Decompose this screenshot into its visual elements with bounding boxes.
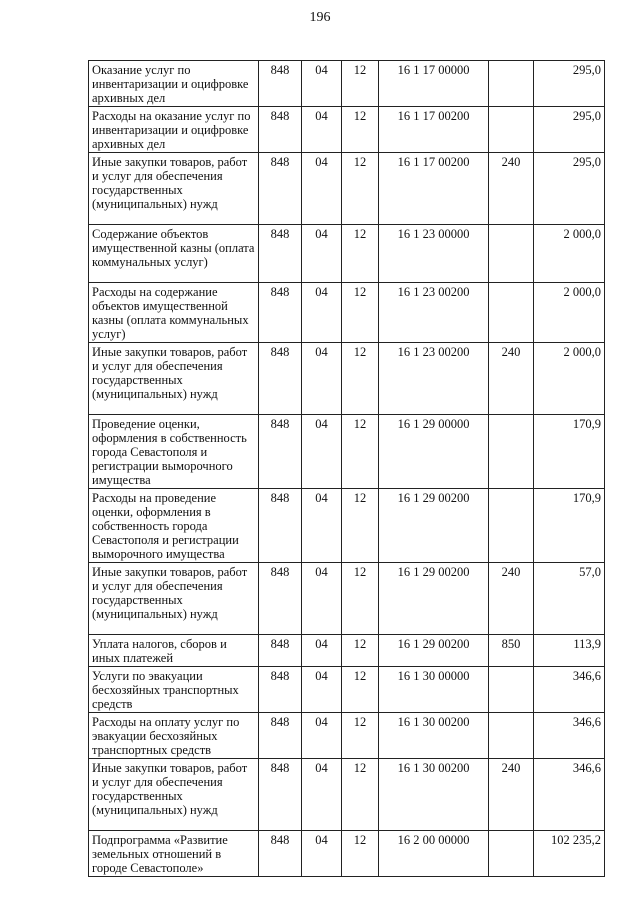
cell-subsection: 12	[342, 61, 379, 107]
cell-expense-type: 240	[489, 759, 534, 831]
cell-target-article: 16 1 30 00000	[379, 667, 489, 713]
cell-grbs: 848	[259, 107, 302, 153]
table-row	[89, 759, 605, 831]
cell-grbs: 848	[259, 61, 302, 107]
cell-expense-type	[489, 489, 534, 563]
cell-section: 04	[302, 153, 342, 225]
cell-section: 04	[302, 667, 342, 713]
table-row	[89, 283, 605, 343]
cell-subsection: 12	[342, 415, 379, 489]
cell-amount: 102 235,2	[534, 831, 605, 877]
table-row	[89, 563, 605, 635]
cell-amount: 113,9	[534, 635, 605, 667]
cell-subsection: 12	[342, 563, 379, 635]
cell-amount: 2 000,0	[534, 225, 605, 283]
cell-amount: 295,0	[534, 61, 605, 107]
cell-section: 04	[302, 107, 342, 153]
cell-section: 04	[302, 61, 342, 107]
cell-section: 04	[302, 415, 342, 489]
cell-target-article: 16 1 29 00200	[379, 489, 489, 563]
cell-section: 04	[302, 489, 342, 563]
cell-amount: 170,9	[534, 489, 605, 563]
table-row	[89, 61, 605, 107]
table-row	[89, 225, 605, 283]
cell-grbs: 848	[259, 225, 302, 283]
cell-target-article: 16 2 00 00000	[379, 831, 489, 877]
cell-subsection: 12	[342, 635, 379, 667]
table-row	[89, 107, 605, 153]
cell-subsection: 12	[342, 283, 379, 343]
cell-subsection: 12	[342, 831, 379, 877]
cell-section: 04	[302, 831, 342, 877]
cell-grbs: 848	[259, 831, 302, 877]
cell-subsection: 12	[342, 489, 379, 563]
cell-name: Оказание услуг по инвентаризации и оцифровке архивных дел	[89, 61, 259, 107]
cell-grbs: 848	[259, 489, 302, 563]
cell-section: 04	[302, 759, 342, 831]
cell-name: Иные закупки товаров, работ и услуг для обеспечения государственных (муниципальных) нужд	[89, 759, 259, 831]
cell-grbs: 848	[259, 759, 302, 831]
cell-subsection: 12	[342, 667, 379, 713]
cell-expense-type	[489, 61, 534, 107]
cell-amount: 346,6	[534, 759, 605, 831]
cell-expense-type	[489, 415, 534, 489]
cell-expense-type: 240	[489, 563, 534, 635]
cell-name: Содержание объектов имущественной казны (оплата коммунальных услуг)	[89, 225, 259, 283]
cell-subsection: 12	[342, 343, 379, 415]
cell-subsection: 12	[342, 225, 379, 283]
cell-amount: 2 000,0	[534, 283, 605, 343]
cell-amount: 346,6	[534, 713, 605, 759]
table-row	[89, 831, 605, 877]
cell-section: 04	[302, 283, 342, 343]
cell-target-article: 16 1 23 00000	[379, 225, 489, 283]
cell-subsection: 12	[342, 759, 379, 831]
cell-target-article: 16 1 23 00200	[379, 343, 489, 415]
cell-grbs: 848	[259, 635, 302, 667]
cell-target-article: 16 1 17 00200	[379, 153, 489, 225]
table-row	[89, 667, 605, 713]
cell-name: Иные закупки товаров, работ и услуг для обеспечения государственных (муниципальных) нужд	[89, 563, 259, 635]
table-body	[89, 61, 605, 877]
cell-name: Подпрограмма «Развитие земельных отношений в городе Севастополе»	[89, 831, 259, 877]
page-number: 196	[309, 10, 331, 25]
cell-target-article: 16 1 29 00000	[379, 415, 489, 489]
cell-amount: 57,0	[534, 563, 605, 635]
cell-amount: 346,6	[534, 667, 605, 713]
cell-section: 04	[302, 225, 342, 283]
cell-section: 04	[302, 713, 342, 759]
table-row	[89, 635, 605, 667]
cell-expense-type	[489, 831, 534, 877]
cell-expense-type: 240	[489, 343, 534, 415]
cell-name: Расходы на оплату услуг по эвакуации бесхозяйных транспортных средств	[89, 713, 259, 759]
cell-grbs: 848	[259, 153, 302, 225]
budget-table	[88, 60, 605, 877]
cell-section: 04	[302, 563, 342, 635]
cell-target-article: 16 1 30 00200	[379, 759, 489, 831]
cell-grbs: 848	[259, 415, 302, 489]
cell-amount: 295,0	[534, 153, 605, 225]
cell-name: Проведение оценки, оформления в собственность города Севастополя и регистрации выморочного имущества	[89, 415, 259, 489]
cell-target-article: 16 1 17 00000	[379, 61, 489, 107]
cell-target-article: 16 1 29 00200	[379, 635, 489, 667]
cell-section: 04	[302, 635, 342, 667]
cell-subsection: 12	[342, 713, 379, 759]
cell-expense-type	[489, 107, 534, 153]
cell-amount: 295,0	[534, 107, 605, 153]
cell-expense-type: 850	[489, 635, 534, 667]
cell-subsection: 12	[342, 107, 379, 153]
cell-expense-type: 240	[489, 153, 534, 225]
cell-expense-type	[489, 283, 534, 343]
cell-name: Услуги по эвакуации бесхозяйных транспортных средств	[89, 667, 259, 713]
cell-target-article: 16 1 29 00200	[379, 563, 489, 635]
cell-grbs: 848	[259, 283, 302, 343]
cell-target-article: 16 1 17 00200	[379, 107, 489, 153]
cell-grbs: 848	[259, 343, 302, 415]
cell-name: Расходы на проведение оценки, оформления в собственность города Севастополя и регистрации выморочного имущества	[89, 489, 259, 563]
cell-grbs: 848	[259, 713, 302, 759]
table-row	[89, 713, 605, 759]
table-row	[89, 489, 605, 563]
cell-expense-type	[489, 667, 534, 713]
cell-name: Иные закупки товаров, работ и услуг для обеспечения государственных (муниципальных) нужд	[89, 343, 259, 415]
cell-name: Расходы на содержание объектов имущественной казны (оплата коммунальных услуг)	[89, 283, 259, 343]
cell-amount: 170,9	[534, 415, 605, 489]
cell-name: Расходы на оказание услуг по инвентаризации и оцифровке архивных дел	[89, 107, 259, 153]
cell-target-article: 16 1 23 00200	[379, 283, 489, 343]
cell-expense-type	[489, 713, 534, 759]
table-row	[89, 343, 605, 415]
cell-subsection: 12	[342, 153, 379, 225]
cell-grbs: 848	[259, 563, 302, 635]
cell-grbs: 848	[259, 667, 302, 713]
table-row	[89, 153, 605, 225]
cell-expense-type	[489, 225, 534, 283]
cell-name: Иные закупки товаров, работ и услуг для обеспечения государственных (муниципальных) нужд	[89, 153, 259, 225]
cell-section: 04	[302, 343, 342, 415]
table-row	[89, 415, 605, 489]
cell-target-article: 16 1 30 00200	[379, 713, 489, 759]
cell-amount: 2 000,0	[534, 343, 605, 415]
cell-name: Уплата налогов, сборов и иных платежей	[89, 635, 259, 667]
